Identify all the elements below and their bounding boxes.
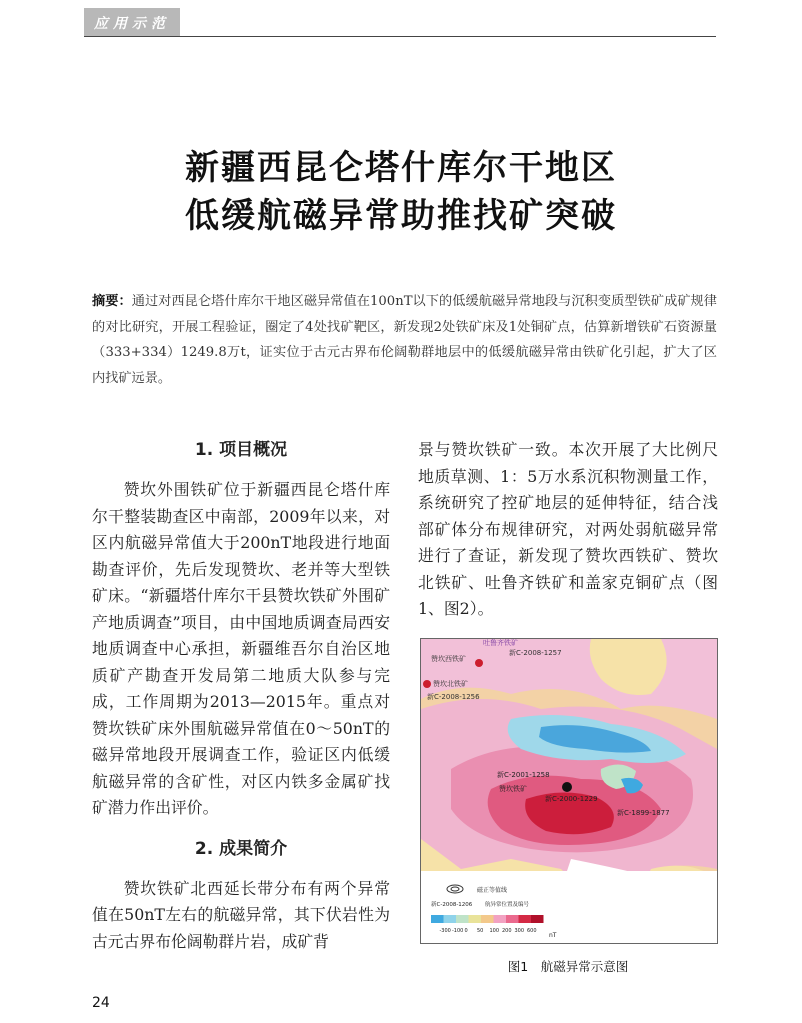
section-2-heading: 2. 成果简介 (194, 838, 288, 859)
section-2-paragraph-end: 景与赞坎铁矿一致。本次开展了大比例尺地质草测、1：5万水系沉积物测量工作，系统研究了控矿地层的延伸特征，结合浅部矿体分布规律研究，对两处弱航磁异常进行了查证，新发现了赞坎西铁矿、赞坎北铁矿、吐鲁齐铁矿和盖家克铜矿点（图1、图2）。 (418, 440, 718, 618)
ore-point-marker (562, 782, 572, 792)
page-number: 24 (92, 995, 110, 1011)
title-line-1: 新疆西昆仑塔什库尔干地区 (185, 148, 617, 188)
legend-color-swatch (444, 915, 457, 923)
legend-color-swatch (519, 915, 532, 923)
aeromagnetic-anomaly-map (420, 638, 718, 944)
map-label: 新C-2001-1258 (497, 771, 550, 779)
title-line-2: 低缓航磁异常助推找矿突破 (185, 196, 617, 236)
section-label: 应用示范 (94, 16, 170, 32)
legend-color-swatch (456, 915, 469, 923)
legend-tick-label: 200 (502, 928, 512, 934)
map-label: 新C-1899-1877 (617, 809, 670, 817)
legend-anomaly-code: 新C-2008-1206 (431, 902, 473, 908)
ore-point-marker (423, 680, 431, 688)
abstract-text: 通过对西昆仑塔什库尔干地区磁异常值在100nT以下的低缓航磁异常地段与沉积变质型铁矿成矿规律的对比研究，开展工程验证，圈定了4处找矿靶区，新发现2处铁矿床及1处铜矿点，估算新增铁矿石资源量（333+334）1249.8万t，证实位于古元古界布伦阔勒群地层中的低缓航磁异常由铁矿化引起，扩大了区内找矿远景。 (92, 294, 717, 386)
column-left (92, 437, 390, 955)
legend-color-swatch (431, 915, 444, 923)
ore-point-marker (475, 659, 483, 667)
section-2-paragraph-start: 赞坎铁矿北西延长带分布有两个异常值在50nT左右的航磁异常，其下伏岩性为古元古界布伦阔勒群片岩，成矿背 (92, 878, 390, 951)
legend-tick-label: 50 (477, 928, 484, 934)
legend-color-swatch (494, 915, 507, 923)
legend-tick-label: 300 (514, 928, 525, 934)
column-right (418, 437, 718, 623)
legend-tick-label: 100 (489, 928, 500, 934)
legend-unit: nT (549, 932, 557, 939)
abstract (92, 289, 717, 391)
legend-tick-label: 600 (527, 928, 537, 934)
legend-color-swatch (469, 915, 482, 923)
map-label: 新C-2008-1257 (509, 649, 562, 657)
legend-color-swatch (531, 915, 544, 923)
map-label: 赞坎铁矿 (499, 785, 527, 793)
abstract-label: 摘要： (92, 294, 132, 309)
section-1-paragraph: 赞坎外围铁矿位于新疆西昆仑塔什库尔干整装勘查区中南部，2009年以来，对区内航磁异常值大于200nT地段进行地面勘查评价，先后发现赞坎、老并等大型铁矿床。“新疆塔什库尔干县赞坎铁矿外围矿产地质调查”项目，由中国地质调查局西安地质调查中心承担，新疆维吾尔自治区地质矿产勘查开发局第二地质大队参与完成，工作周期为2013—2015年。重点对赞坎铁矿床外围航磁异常值在0～50nT的磁异常地段开展调查工作，验证区内低缓航磁异常的含矿性，对区内铁多金属矿找矿潜力作出评价。 (92, 480, 390, 817)
legend-tick-label: -100 (452, 928, 464, 934)
legend-contour-label: 磁正等值线 (477, 887, 508, 894)
legend-anomaly-label: 航异常位置及编号 (485, 902, 530, 908)
map-label: 新C-2000-1229 (545, 795, 598, 803)
map-label: 新C-2008-1256 (427, 693, 480, 701)
legend-color-swatch (506, 915, 519, 923)
map-label: 赞坎北铁矿 (433, 680, 468, 688)
legend-tick-label: 0 (464, 928, 468, 934)
map-label: 吐鲁齐铁矿 (483, 639, 518, 647)
figure-caption: 图1 航磁异常示意图 (507, 959, 629, 974)
legend-tick-label: -300 (439, 928, 451, 934)
header-rule (84, 36, 716, 37)
map-svg (421, 639, 717, 943)
section-1-heading: 1. 项目概况 (194, 440, 288, 460)
legend-color-swatch (481, 915, 494, 923)
map-label: 赞坎西铁矿 (431, 655, 466, 663)
